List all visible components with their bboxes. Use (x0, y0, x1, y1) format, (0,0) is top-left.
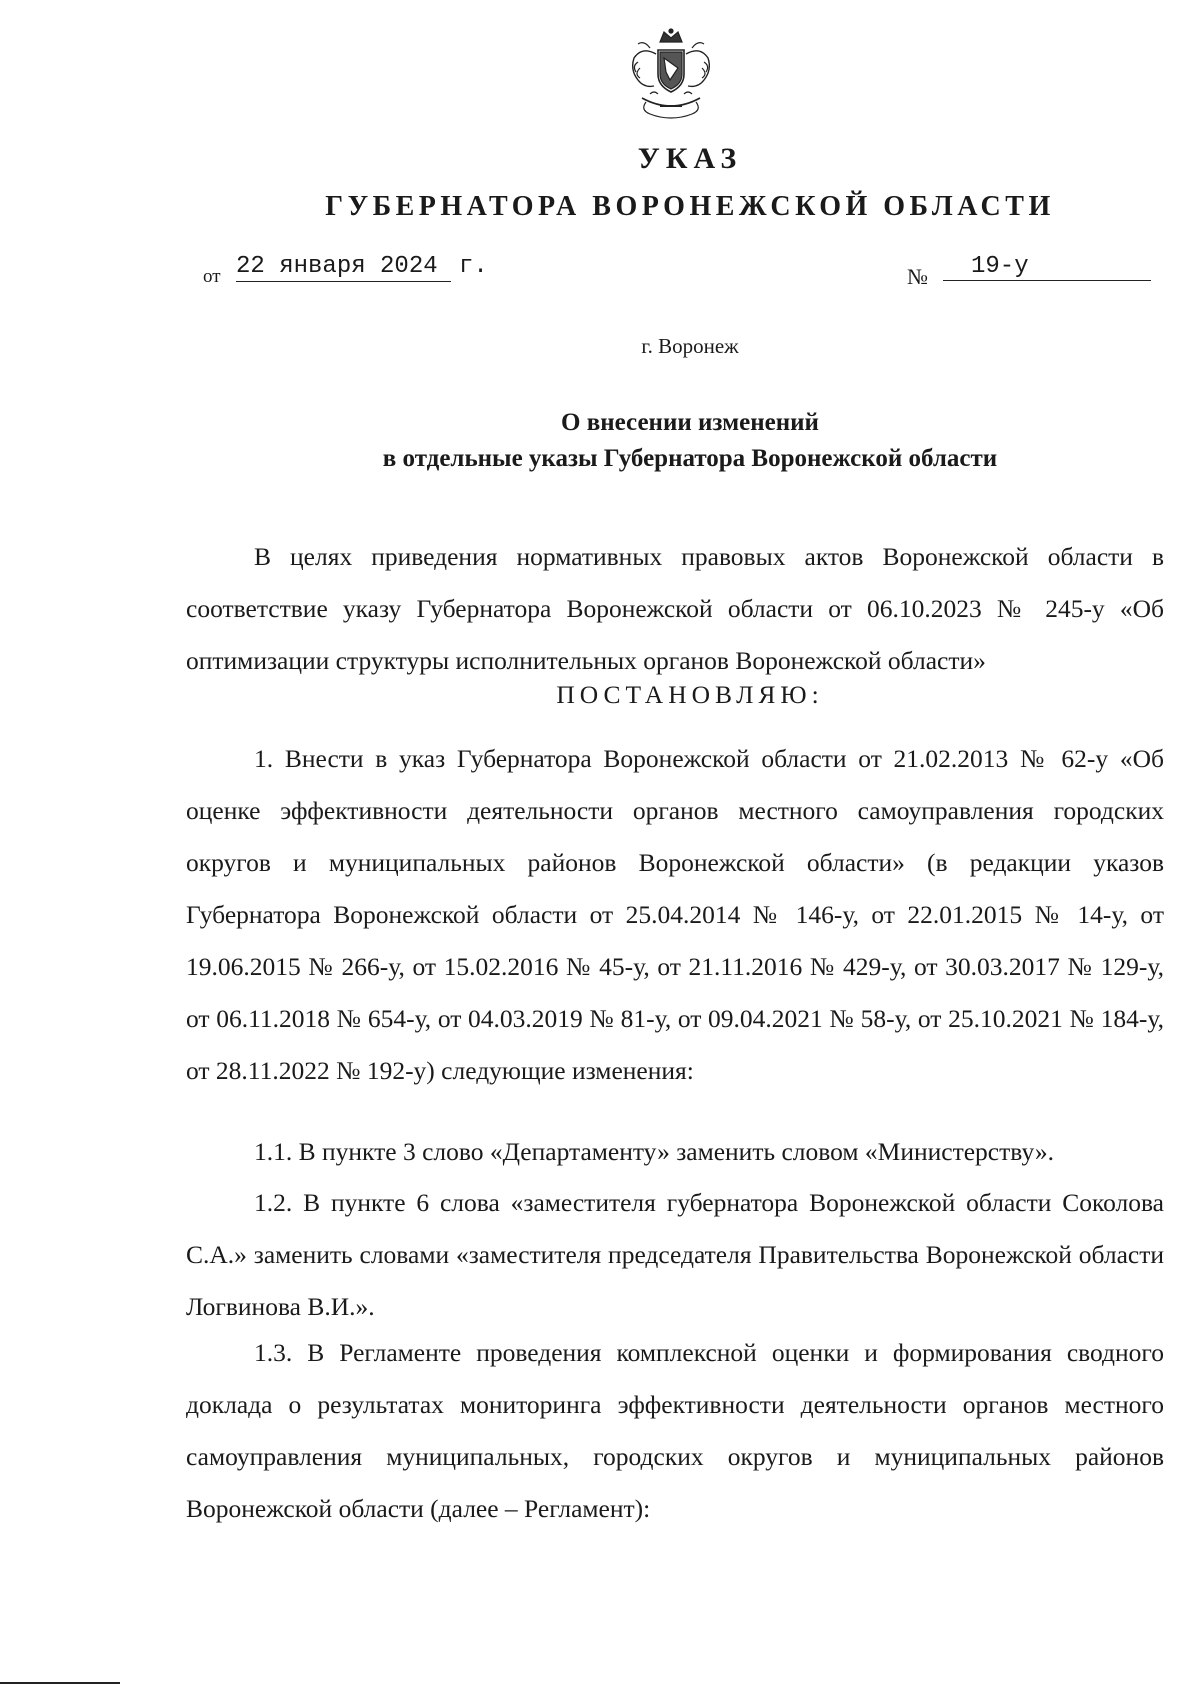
document-number: 19-у (943, 253, 1151, 281)
clause-1-2: 1.2. В пункте 6 слова «заместителя губернатора Воронежской области Соколова С.А.» заменить словами «заместителя председателя Правительства Воронежской области Логвинова В.И.». (186, 1188, 1164, 1321)
issuer-heading: ГУБЕРНАТОРА ВОРОНЕЖСКОЙ ОБЛАСТИ (325, 191, 1055, 222)
number-prefix: № (907, 264, 928, 289)
clause-1-1: 1.1. В пункте 3 слово «Департаменту» заменить словом «Министерству». (254, 1137, 1054, 1166)
date-prefix: от (203, 266, 221, 287)
clause-1-3: 1.3. В Регламенте проведения комплексной оценки и формирования сводного доклада о результатах мониторинга эффективности деятельности органов местного самоуправления муниципальных, городских округов и муниципальных районов Воронежской области (далее – Регламент): (186, 1338, 1164, 1523)
document-type-heading: УКАЗ (637, 142, 743, 175)
clause-1: 1. Внести в указ Губернатора Воронежской области от 21.02.2013 № 62-у «Об оценке эффективности деятельности органов местного самоуправления городских округов и муниципальных районов Воронежской области» (в редакции указов Губернатора Воронежской области от 25.04.2014 № 146-у, от 22.01.2015 № 14-у, от 19.06.2015 № 266-у, от 15.02.2016 № 45-у, от 21.11.2016 № 429-у, от 30.03.2017 № 129-у, от 06.11.2018 № 654-у, от 04.03.2019 № 81-у, от 09.04.2021 № 58-у, от 25.10.2021 № 184-у, от 28.11.2022 № 192-у) следующие изменения: (186, 744, 1164, 1085)
document-title (0, 405, 1200, 477)
preamble-paragraph: В целях приведения нормативных правовых актов Воронежской области в соответствие указу Губернатора Воронежской области от 06.10.2023 № 245-у «Об оптимизации структуры исполнительных органов Воронежской области» (186, 542, 1164, 675)
city-label: г. Воронеж (641, 334, 739, 358)
decree-word: ПОСТАНОВЛЯЮ: (556, 680, 824, 709)
title-line-2: в отдельные указы Губернатора Воронежской области (382, 445, 998, 472)
date-suffix: г. (459, 253, 488, 280)
document-date: 22 января 2024 (236, 253, 451, 282)
coat-of-arms-icon (620, 28, 722, 128)
title-line-1: О внесении изменений (561, 409, 819, 436)
footer-divider (0, 1682, 120, 1684)
